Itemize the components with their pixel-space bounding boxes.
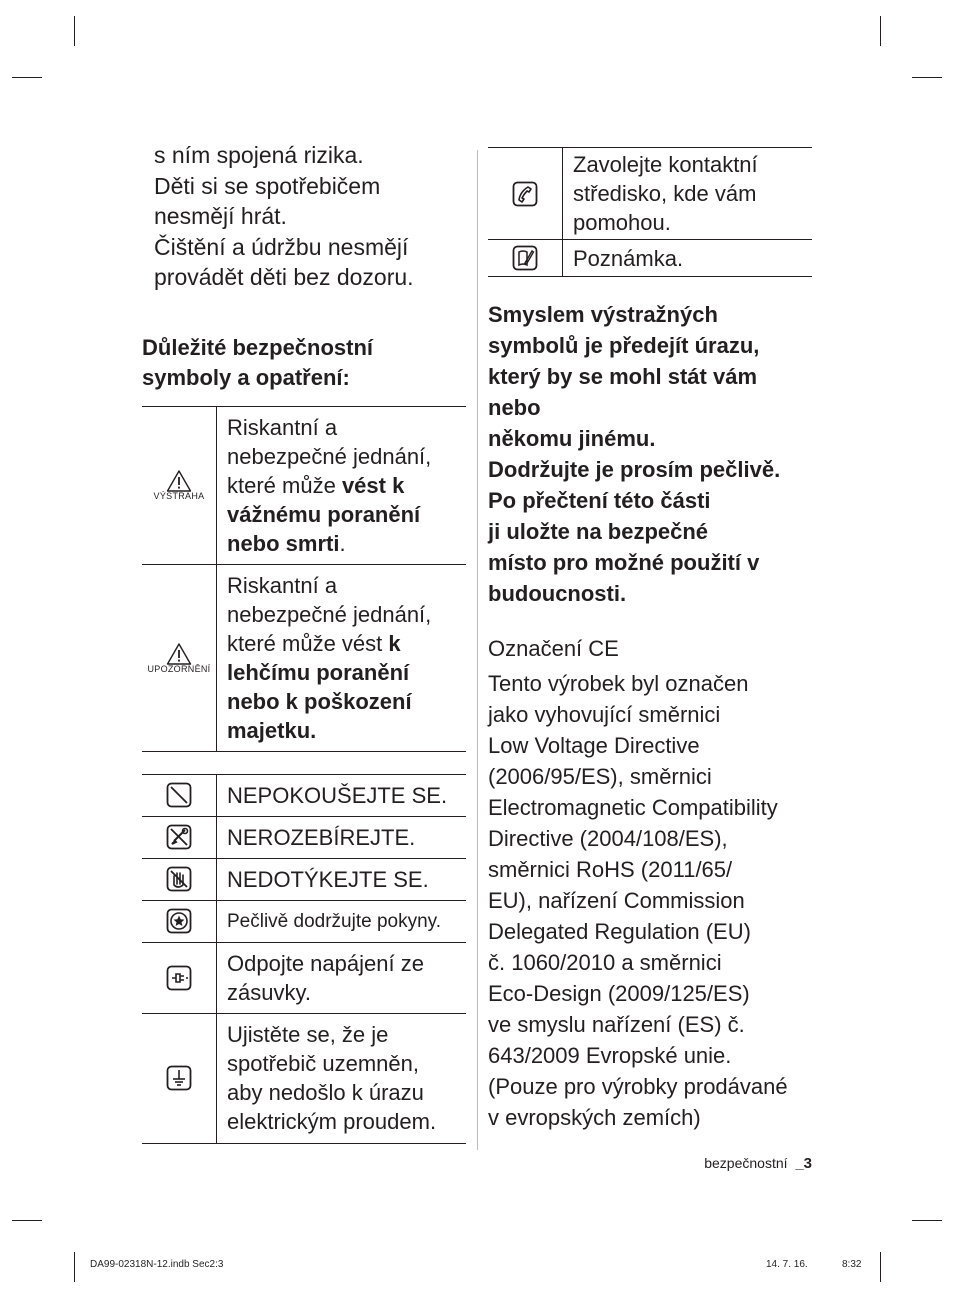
safety-symbols-table [142, 406, 466, 1144]
crop-mark [12, 77, 42, 78]
print-file-info: DA99-02318N-12.indb Sec2:3 [90, 1259, 224, 1270]
table-row: UPOZORNĚNÍ Riskantní a nebezpečné jednání, které může vést k lehčímu poranění nebo k poškození majetku. [142, 564, 466, 751]
table-row: Poznámka. [488, 240, 812, 277]
crop-mark [880, 1252, 881, 1282]
crop-mark [74, 16, 75, 46]
crop-mark [880, 16, 881, 46]
table-row: Ujistěte se, že je spotřebič uzemněn, aby nedošlo k úrazu elektrickým proudem. [142, 1013, 466, 1143]
table-row: NEDOTÝKEJTE SE. [142, 858, 466, 900]
crop-mark [74, 1252, 75, 1282]
phone-icon [512, 181, 538, 207]
ce-body: Tento výrobek byl označen jako vyhovující směrnici Low Voltage Directive (2006/95/ES), směrnici Electromagnetic Compatibility Directive (2004/108/ES), směrnici RoHS (2011/65/ EU), nařízení Commission Delegated Regulation (EU) č. 1060/2010 a směrnici Eco-Design (2009/125/ES) ve smyslu nařízení (ES) č. 643/2009 Evropské unie. (Pouze pro výrobky prodávané v evropských zemích) [488, 671, 788, 1130]
caution-triangle-icon [166, 642, 192, 666]
ce-title: Označení CE [488, 636, 619, 661]
table-row: NEROZEBÍREJTE. [142, 816, 466, 858]
ground-icon [166, 1065, 192, 1091]
print-date: 14. 7. 16. [766, 1259, 808, 1270]
spacer-row [142, 751, 466, 774]
left-column [142, 140, 466, 1144]
table-row: NEPOKOUŠEJTE SE. [142, 774, 466, 816]
table-row: Odpojte napájení ze zásuvky. [142, 942, 466, 1013]
note-icon [512, 245, 538, 271]
purpose-paragraph: Smyslem výstražných symbolů je předejít úrazu, který by se mohl stát vám nebo někomu jinému. Dodržujte je prosím pečlivě. Po přečtení této části ji uložte na bezpečné místo pro možné použití v budoucnosti. [488, 302, 781, 606]
crop-mark [12, 1220, 42, 1221]
prohibited-icon [166, 782, 192, 808]
follow-instructions-icon [166, 908, 192, 934]
unplug-icon [166, 965, 192, 991]
crop-mark [912, 77, 942, 78]
print-time: 8:32 [842, 1259, 862, 1270]
column-divider [477, 150, 478, 1150]
safety-heading: Důležité bezpečnostní symboly a opatření: [142, 334, 374, 390]
warning-label: VÝSTRAHA [153, 491, 205, 501]
no-disassembly-icon [166, 824, 192, 850]
page-number: bezpečnostní _3 [704, 1155, 812, 1172]
warning-triangle-icon [166, 469, 192, 493]
table-row: Pečlivě dodržujte pokyny. [142, 900, 466, 942]
intro-text: s ním spojená rizika. Děti si se spotřebičem nesmějí hrát. Čištění a údržbu nesmějí provádět děti bez dozoru. [154, 142, 414, 290]
table-row: VÝSTRAHA Riskantní a nebezpečné jednání, které může vést k vážnému poranění nebo smrti. [142, 406, 466, 564]
table-row: Zavolejte kontaktní středisko, kde vám pomohou. [488, 148, 812, 240]
right-column [488, 140, 812, 1133]
contact-symbols-table [488, 147, 812, 277]
crop-mark [912, 1220, 942, 1221]
caution-label: UPOZORNĚNÍ [147, 663, 211, 674]
no-touch-icon [166, 866, 192, 892]
